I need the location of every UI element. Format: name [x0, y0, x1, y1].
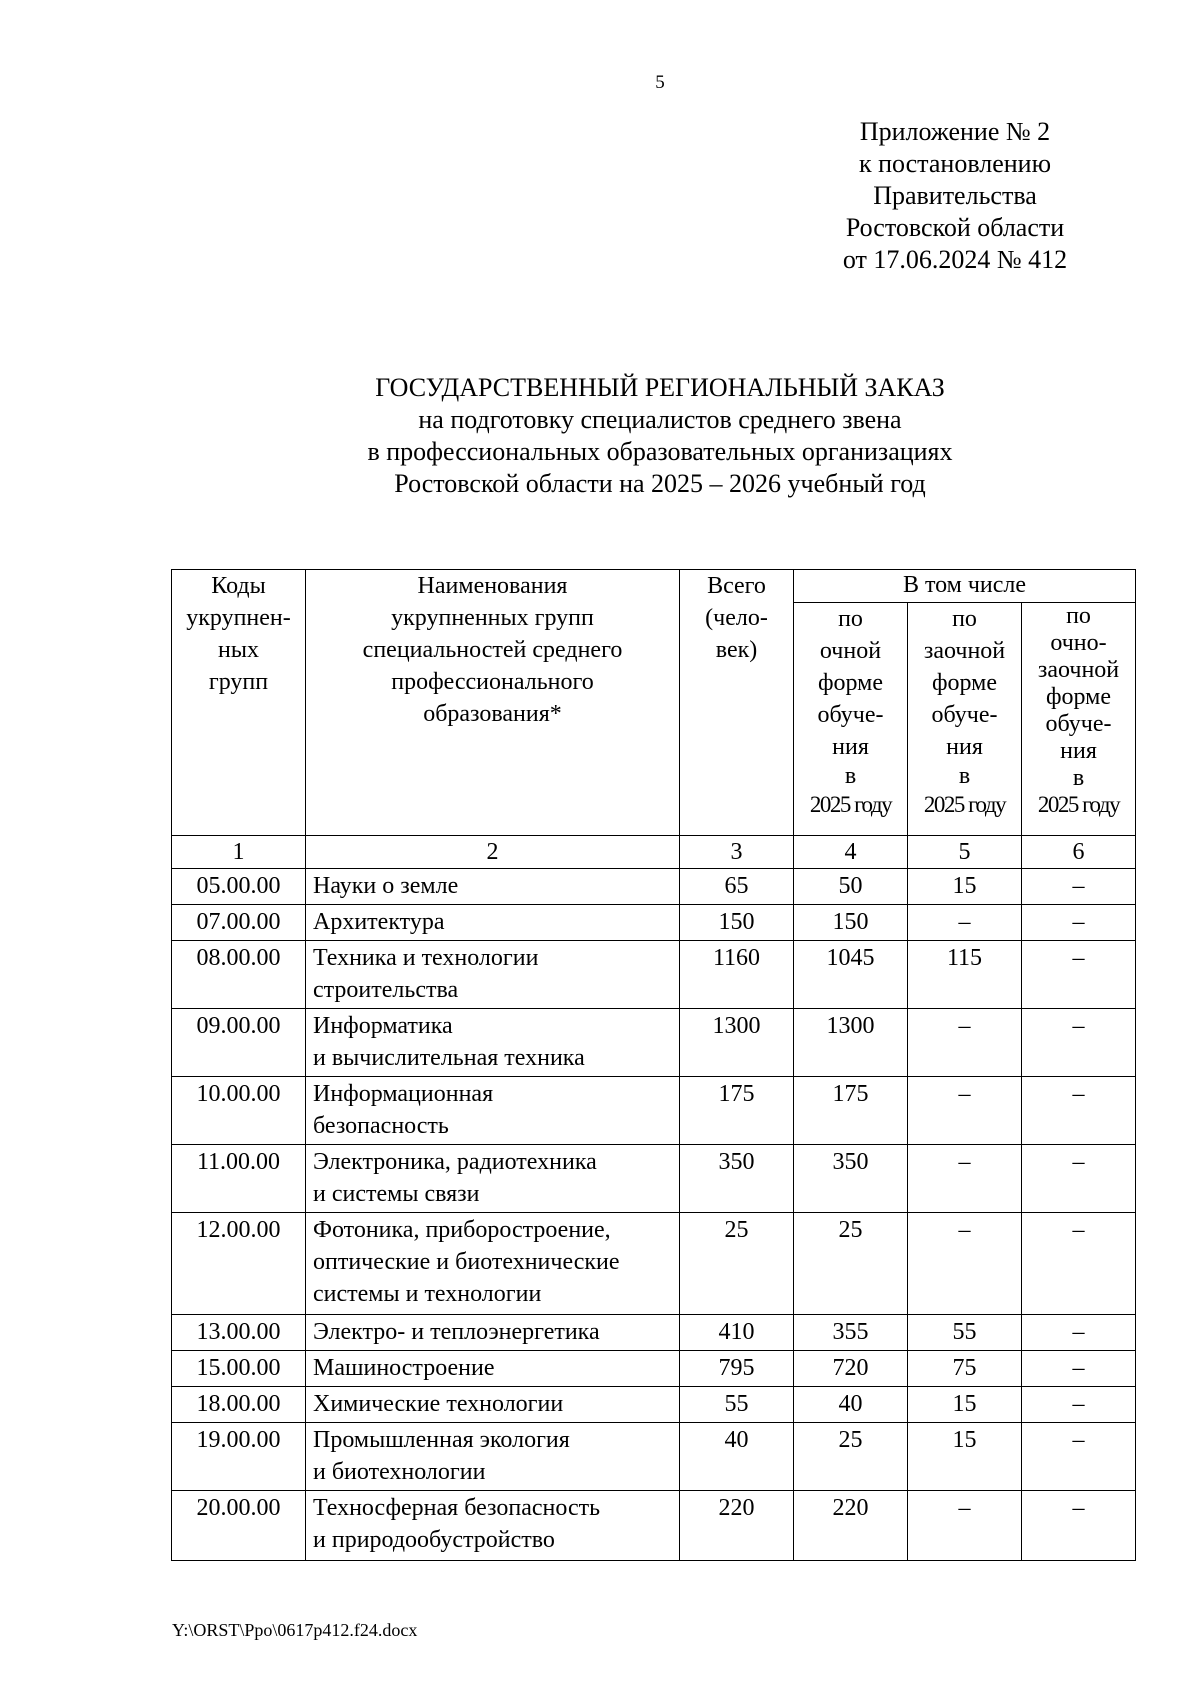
row-parttime: –	[1022, 1351, 1136, 1387]
row-total: 150	[680, 905, 794, 941]
row-fulltime: 150	[794, 905, 908, 941]
row-correspondence: 15	[908, 869, 1022, 905]
row-code: 07.00.00	[172, 905, 306, 941]
row-correspondence: –	[908, 1145, 1022, 1213]
column-number-row	[172, 836, 1136, 869]
row-fulltime: 720	[794, 1351, 908, 1387]
row-parttime: –	[1022, 1009, 1136, 1077]
row-correspondence: 55	[908, 1315, 1022, 1351]
row-parttime: –	[1022, 869, 1136, 905]
column-number: 6	[1022, 836, 1136, 869]
row-code: 10.00.00	[172, 1077, 306, 1145]
row-parttime: –	[1022, 1077, 1136, 1145]
row-parttime: –	[1022, 1387, 1136, 1423]
table-row	[172, 1351, 1136, 1387]
appendix-line: Правительства	[873, 181, 1037, 210]
header-names: Наименования укрупненных групп специальностей среднего профессионального образования*	[306, 570, 680, 836]
title-line: Ростовской области на 2025 – 2026 учебный год	[394, 469, 926, 498]
row-code: 09.00.00	[172, 1009, 306, 1077]
row-total: 65	[680, 869, 794, 905]
title-line: на подготовку специалистов среднего звена	[418, 405, 902, 434]
row-code: 12.00.00	[172, 1213, 306, 1315]
row-name-line: и системы связи	[313, 1181, 480, 1207]
row-name-line: и природообустройство	[313, 1527, 555, 1553]
row-fulltime: 25	[794, 1423, 908, 1491]
row-total: 795	[680, 1351, 794, 1387]
row-name	[306, 941, 680, 1009]
row-name	[306, 905, 680, 941]
row-name	[306, 1315, 680, 1351]
appendix-line: Ростовской области	[845, 213, 1065, 242]
row-fulltime: 25	[794, 1213, 908, 1315]
header-including: В том числе	[794, 570, 1136, 603]
row-total: 1300	[680, 1009, 794, 1077]
column-number: 1	[172, 836, 306, 869]
row-code: 15.00.00	[172, 1351, 306, 1387]
row-correspondence: –	[908, 1009, 1022, 1077]
row-name-line: Химические технологии	[313, 1391, 564, 1417]
row-name-line: Промышленная экология	[313, 1427, 570, 1453]
column-number: 4	[794, 836, 908, 869]
row-code: 08.00.00	[172, 941, 306, 1009]
row-code: 19.00.00	[172, 1423, 306, 1491]
table-row	[172, 905, 1136, 941]
footer-file-path: Y:\ORST\Ppo\0617p412.f24.docx	[172, 1620, 418, 1640]
header-codes: Коды укрупнен- ных групп	[172, 570, 306, 836]
row-total: 410	[680, 1315, 794, 1351]
appendix-line: от 17.06.2024 № 412	[842, 245, 1068, 274]
row-fulltime: 1300	[794, 1009, 908, 1077]
row-name-line: оптические и биотехнические	[313, 1249, 620, 1275]
table-row	[172, 1387, 1136, 1423]
row-name	[306, 1213, 680, 1315]
regional-order-table	[171, 569, 1136, 1561]
row-name-line: Электроника, радиотехника	[313, 1149, 597, 1175]
row-correspondence: –	[908, 1077, 1022, 1145]
column-number: 2	[306, 836, 680, 869]
row-parttime: –	[1022, 941, 1136, 1009]
header-fulltime: по очной форме обуче- ния в 2025 году	[794, 603, 908, 836]
row-total: 220	[680, 1491, 794, 1561]
row-correspondence: –	[908, 1491, 1022, 1561]
table-row	[172, 1213, 1136, 1315]
row-parttime: –	[1022, 1423, 1136, 1491]
table-row	[172, 1315, 1136, 1351]
row-correspondence: 115	[908, 941, 1022, 1009]
row-name	[306, 1351, 680, 1387]
row-name-line: Техносферная безопасность	[313, 1495, 601, 1521]
row-name	[306, 869, 680, 905]
row-name-line: и вычислительная техника	[313, 1045, 585, 1071]
row-total: 25	[680, 1213, 794, 1315]
table-row	[172, 1145, 1136, 1213]
title-line: ГОСУДАРСТВЕННЫЙ РЕГИОНАЛЬНЫЙ ЗАКАЗ	[375, 373, 945, 402]
appendix-block	[820, 116, 1090, 276]
row-name	[306, 1387, 680, 1423]
table-row	[172, 1491, 1136, 1561]
row-name-line: Информационная	[313, 1081, 494, 1107]
header-total: Всего (чело- век)	[680, 570, 794, 836]
document-title	[160, 372, 1160, 500]
row-fulltime: 350	[794, 1145, 908, 1213]
column-number: 5	[908, 836, 1022, 869]
row-name	[306, 1077, 680, 1145]
row-fulltime: 355	[794, 1315, 908, 1351]
row-correspondence: –	[908, 905, 1022, 941]
row-name-line: Фотоника, приборостроение,	[313, 1217, 611, 1243]
row-total: 350	[680, 1145, 794, 1213]
row-name	[306, 1423, 680, 1491]
table-row	[172, 1009, 1136, 1077]
row-name-line: системы и технологии	[313, 1281, 542, 1307]
appendix-line: к постановлению	[858, 149, 1052, 178]
row-parttime: –	[1022, 1491, 1136, 1561]
row-parttime: –	[1022, 905, 1136, 941]
row-name-line: Науки о земле	[313, 873, 459, 899]
table-row	[172, 1077, 1136, 1145]
table-row	[172, 869, 1136, 905]
row-name-line: Информатика	[313, 1013, 453, 1039]
table-row	[172, 1423, 1136, 1491]
column-number: 3	[680, 836, 794, 869]
row-fulltime: 1045	[794, 941, 908, 1009]
row-total: 175	[680, 1077, 794, 1145]
row-parttime: –	[1022, 1315, 1136, 1351]
row-name	[306, 1009, 680, 1077]
row-correspondence: 15	[908, 1423, 1022, 1491]
row-code: 05.00.00	[172, 869, 306, 905]
row-total: 55	[680, 1387, 794, 1423]
row-fulltime: 220	[794, 1491, 908, 1561]
title-line: в профессиональных образовательных организациях	[367, 437, 953, 466]
row-fulltime: 50	[794, 869, 908, 905]
table-row	[172, 941, 1136, 1009]
row-name-line: и биотехнологии	[313, 1459, 486, 1485]
row-parttime: –	[1022, 1213, 1136, 1315]
row-name	[306, 1145, 680, 1213]
row-total: 40	[680, 1423, 794, 1491]
row-code: 11.00.00	[172, 1145, 306, 1213]
row-name-line: строительства	[313, 977, 459, 1003]
page-number: 5	[655, 72, 665, 93]
row-fulltime: 175	[794, 1077, 908, 1145]
row-correspondence: –	[908, 1213, 1022, 1315]
row-correspondence: 75	[908, 1351, 1022, 1387]
row-code: 20.00.00	[172, 1491, 306, 1561]
row-name-line: Электро- и теплоэнергетика	[313, 1319, 600, 1345]
appendix-line: Приложение № 2	[859, 117, 1051, 146]
header-parttime: по очно- заочной форме обуче- ния в 2025 году	[1022, 603, 1136, 836]
row-total: 1160	[680, 941, 794, 1009]
header-correspondence: по заочной форме обуче- ния в 2025 году	[908, 603, 1022, 836]
row-fulltime: 40	[794, 1387, 908, 1423]
row-name-line: Техника и технологии	[313, 945, 539, 971]
row-name-line: безопасность	[313, 1113, 449, 1139]
row-name-line: Машиностроение	[313, 1355, 495, 1381]
row-code: 13.00.00	[172, 1315, 306, 1351]
row-name-line: Архитектура	[313, 909, 445, 935]
row-name	[306, 1491, 680, 1561]
row-code: 18.00.00	[172, 1387, 306, 1423]
row-correspondence: 15	[908, 1387, 1022, 1423]
row-parttime: –	[1022, 1145, 1136, 1213]
